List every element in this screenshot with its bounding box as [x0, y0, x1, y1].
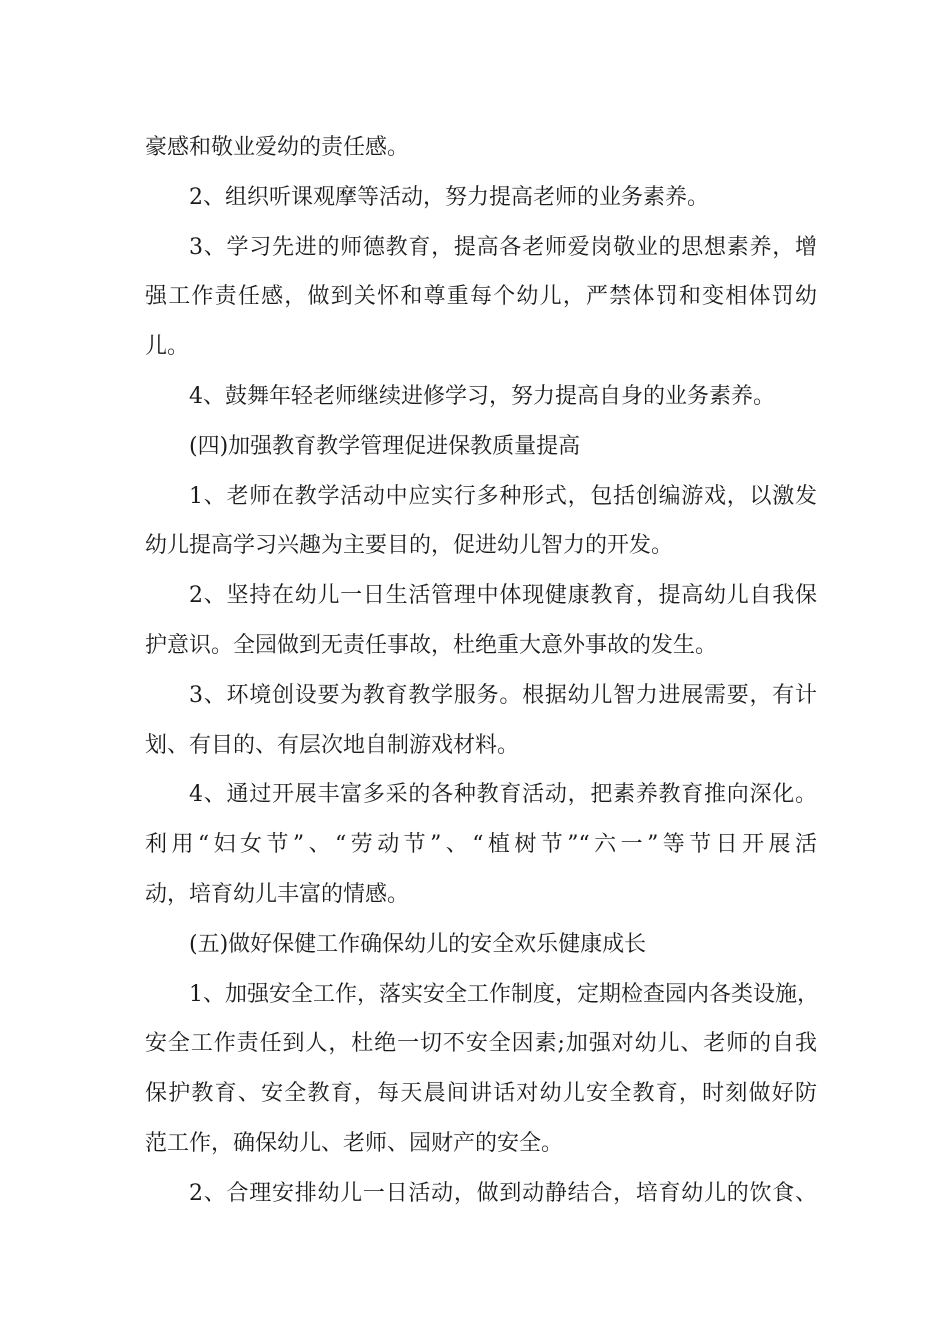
text-line: 强工作责任感，做到关怀和尊重每个幼儿，严禁体罚和变相体罚幼	[145, 284, 817, 310]
text-line: 1、老师在教学活动中应实行多种形式，包括创编游戏，以激发	[189, 483, 817, 509]
section-heading: (四)加强教育教学管理促进保教质量提高	[189, 433, 581, 459]
section-heading: (五)做好保健工作确保幼儿的安全欢乐健康成长	[189, 931, 647, 957]
text-line: 2、坚持在幼儿一日生活管理中体现健康教育，提高幼儿自我保	[189, 583, 817, 609]
text-line: 护意识。全园做到无责任事故，杜绝重大意外事故的发生。	[145, 632, 718, 658]
document-body	[145, 123, 817, 1219]
text-line: 划、有目的、有层次地自制游戏材料。	[145, 732, 520, 758]
text-line: 安全工作责任到人，杜绝一切不安全因素;加强对幼儿、老师的自我	[145, 1031, 817, 1057]
text-line: 3、环境创设要为教育教学服务。根据幼儿智力进展需要，有计	[189, 682, 817, 708]
text-line: 2、组织听课观摩等活动，努力提高老师的业务素养。	[189, 184, 709, 210]
text-line: 动，培育幼儿丰富的情感。	[145, 881, 410, 907]
text-line: 利用“妇女节”、“劳动节”、“植树节”“六一”等节日开展活	[145, 832, 817, 858]
text-line: 4、鼓舞年轻老师继续进修学习，努力提高自身的业务素养。	[189, 383, 775, 409]
text-line: 幼儿提高学习兴趣为主要目的，促进幼儿智力的开发。	[145, 533, 674, 559]
text-line: 范工作，确保幼儿、老师、园财产的安全。	[145, 1130, 564, 1156]
text-line: 1、加强安全工作，落实安全工作制度，定期检查园内各类设施，	[189, 981, 819, 1007]
text-line: 儿。	[145, 334, 190, 360]
text-line: 2、合理安排幼儿一日活动，做到动静结合，培育幼儿的饮食、	[189, 1180, 817, 1206]
text-line: 4、通过开展丰富多采的各种教育活动，把素养教育推向深化。	[189, 782, 817, 808]
text-line: 3、学习先进的师德教育，提高各老师爱岗敬业的思想素养，增	[189, 234, 817, 260]
text-line: 豪感和敬业爱幼的责任感。	[145, 135, 410, 160]
text-line: 保护教育、安全教育，每天晨间讲话对幼儿安全教育，时刻做好防	[145, 1081, 817, 1107]
